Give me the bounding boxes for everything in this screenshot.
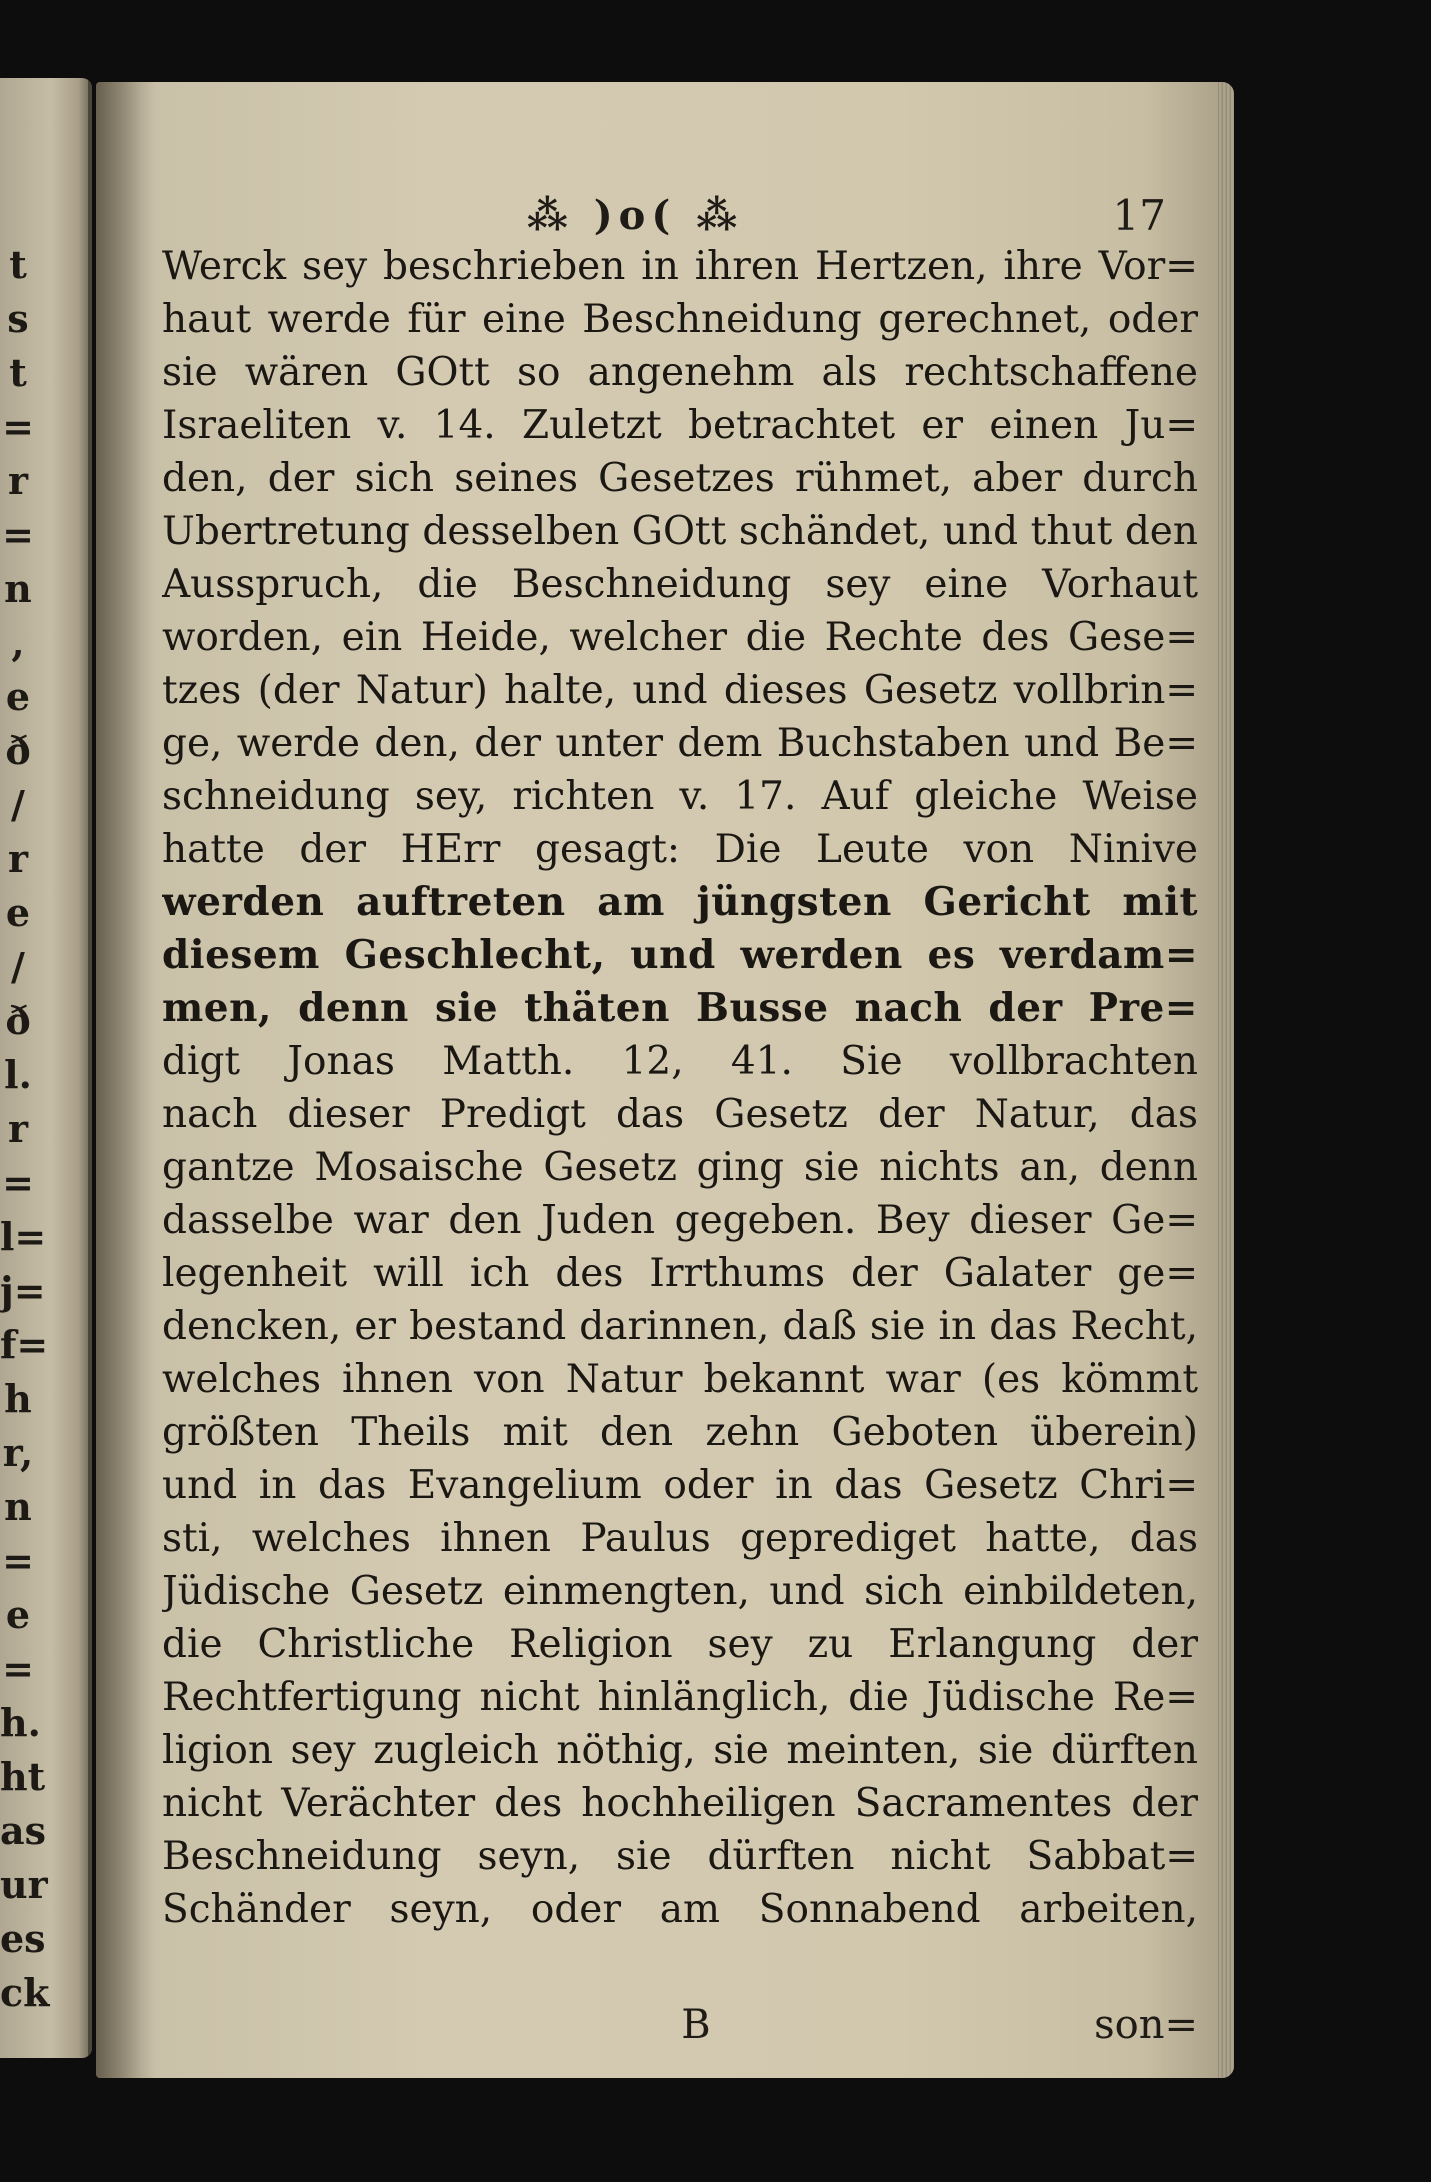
running-header — [96, 178, 1234, 248]
left-page-edge — [0, 78, 92, 2058]
text-line: dencken, er bestand darinnen, daß sie in das Recht, — [162, 1304, 1198, 1349]
text-line: größten Theils mit den zehn Geboten überein) — [162, 1410, 1198, 1455]
margin-glyph: r — [7, 458, 29, 503]
margin-glyph: r — [7, 836, 29, 881]
left-page-margin-text — [0, 238, 50, 2020]
margin-glyph: f= — [0, 1322, 49, 1367]
text-line: und in das Evangelium oder in das Gesetz Chri= — [162, 1463, 1198, 1508]
margin-glyph: ur — [0, 1862, 48, 1907]
page-number: 17 — [1112, 191, 1166, 240]
margin-glyph: ck — [0, 1970, 50, 2015]
margin-glyph: t — [9, 350, 27, 395]
margin-glyph: h. — [0, 1700, 41, 1745]
text-line-emphasis: men, denn sie thäten Busse nach der Pre= — [162, 985, 1198, 1031]
signature-mark: B — [681, 2002, 711, 2048]
gutter-divider — [88, 78, 92, 2058]
margin-glyph: l. — [4, 1052, 32, 1097]
margin-glyph: e — [5, 674, 31, 719]
margin-glyph: = — [2, 404, 34, 449]
margin-glyph: , — [11, 620, 25, 665]
text-line: welches ihnen von Natur bekannt war (es kömmt — [162, 1357, 1198, 1402]
margin-glyph: n — [4, 566, 32, 611]
text-line: sie wären GOtt so angenehm als rechtschaffene — [162, 350, 1198, 395]
right-page — [96, 82, 1234, 2078]
text-line: den, der sich seines Gesetzes rühmet, aber durch — [162, 456, 1198, 501]
margin-glyph: h — [4, 1376, 32, 1421]
text-line: legenheit will ich des Irrthums der Galater ge= — [162, 1251, 1198, 1296]
margin-glyph: ht — [0, 1754, 46, 1799]
margin-glyph: = — [2, 512, 34, 557]
margin-glyph: e — [5, 1592, 31, 1637]
text-line: tzes (der Natur) halte, und dieses Gesetz vollbrin= — [162, 668, 1198, 713]
text-line: ligion sey zugleich nöthig, sie meinten, sie dürften — [162, 1728, 1198, 1773]
text-line: Jüdische Gesetz einmengten, und sich einbildeten, — [162, 1569, 1198, 1614]
text-line: digt Jonas Matth. 12, 41. Sie vollbrachten — [162, 1039, 1198, 1084]
margin-glyph: r, — [2, 1430, 34, 1475]
catchword: son= — [1094, 2002, 1198, 2048]
margin-glyph: = — [2, 1538, 34, 1583]
text-line: worden, ein Heide, welcher die Rechte des Gese= — [162, 615, 1198, 660]
margin-glyph: = — [2, 1646, 34, 1691]
page-edge — [1218, 82, 1234, 2078]
text-line: Beschneidung seyn, sie dürften nicht Sabbat= — [162, 1834, 1198, 1879]
text-line: die Christliche Religion sey zu Erlangung der — [162, 1622, 1198, 1667]
text-line: Israeliten v. 14. Zuletzt betrachtet er einen Ju= — [162, 403, 1198, 448]
margin-glyph: = — [2, 1160, 34, 1205]
text-line: nach dieser Predigt das Gesetz der Natur, das — [162, 1092, 1198, 1137]
text-line: hatte der HErr gesagt: Die Leute von Ninive — [162, 827, 1198, 872]
header-ornament: ⁂ )o( ⁂ — [526, 192, 744, 239]
margin-glyph: e — [5, 890, 31, 935]
margin-glyph: as — [0, 1808, 47, 1853]
text-line: nicht Verächter des hochheiligen Sacramentes der — [162, 1781, 1198, 1826]
text-line-emphasis: werden auftreten am jüngsten Gericht mit — [162, 879, 1198, 925]
text-line: Ausspruch, die Beschneidung sey eine Vorhaut — [162, 562, 1198, 607]
text-line: dasselbe war den Juden gegeben. Bey dieser Ge= — [162, 1198, 1198, 1243]
margin-glyph: t — [9, 242, 27, 287]
text-line: Ubertretung desselben GOtt schändet, und thut den — [162, 509, 1198, 554]
text-line: haut werde für eine Beschneidung gerechnet, oder — [162, 297, 1198, 342]
gutter-shadow — [96, 82, 156, 2078]
text-line: ge, werde den, der unter dem Buchstaben und Be= — [162, 721, 1198, 766]
margin-glyph: ð — [5, 728, 31, 773]
margin-glyph: l= — [0, 1214, 47, 1259]
text-line: Schänder seyn, oder am Sonnabend arbeiten, — [162, 1887, 1198, 1932]
margin-glyph: n — [4, 1484, 32, 1529]
text-line: Werck sey beschrieben in ihren Hertzen, ihre Vor= — [162, 244, 1198, 289]
margin-glyph: j= — [0, 1268, 46, 1313]
text-line: schneidung sey, richten v. 17. Auf gleiche Weise — [162, 774, 1198, 819]
margin-glyph: es — [0, 1916, 46, 1961]
margin-glyph: r — [7, 1106, 29, 1151]
margin-glyph: ð — [5, 998, 31, 1043]
margin-glyph: / — [11, 944, 25, 989]
text-line: Rechtfertigung nicht hinlänglich, die Jüdische Re= — [162, 1675, 1198, 1720]
margin-glyph: s — [7, 296, 29, 341]
text-line: sti, welches ihnen Paulus geprediget hatte, das — [162, 1516, 1198, 1561]
body-text — [162, 240, 1198, 1936]
text-line: gantze Mosaische Gesetz ging sie nichts an, denn — [162, 1145, 1198, 1190]
text-line-emphasis: diesem Geschlecht, und werden es verdam= — [162, 932, 1198, 978]
margin-glyph: / — [11, 782, 25, 827]
